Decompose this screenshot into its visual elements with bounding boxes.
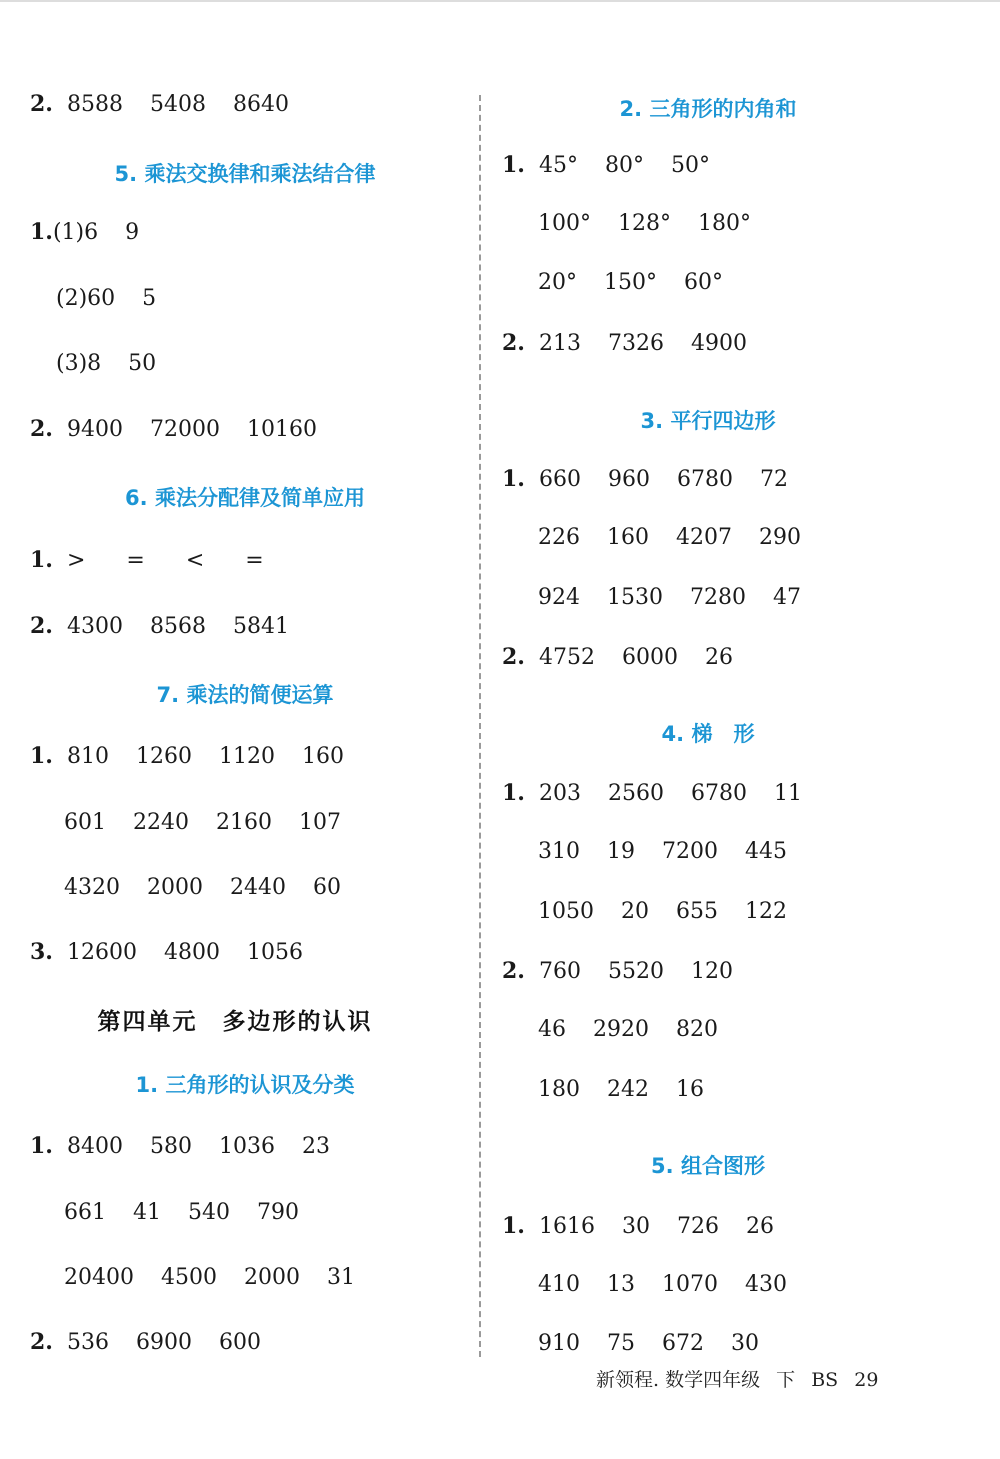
- answer-line: [56, 349, 176, 379]
- answer-value: 6: [84, 220, 99, 245]
- answer-value: 23: [301, 1134, 330, 1159]
- answer-line: [30, 1131, 350, 1162]
- answer-value: 213: [538, 331, 581, 356]
- answer-value: 75: [607, 1331, 635, 1356]
- answer-line: [502, 642, 753, 673]
- sub-question: (3): [56, 351, 88, 376]
- answer-value: 72000: [149, 417, 220, 442]
- answer-line: [56, 284, 176, 314]
- answer-value: 4800: [163, 940, 220, 965]
- question-number: 2.: [502, 644, 525, 670]
- answer-value: 180: [538, 1077, 580, 1102]
- answer-value: <: [185, 548, 205, 573]
- answer-value: 16: [676, 1077, 704, 1102]
- answer-value: 672: [662, 1331, 704, 1356]
- answer-value: 910: [538, 1331, 580, 1356]
- answer-value: 30: [731, 1331, 759, 1356]
- answer-line: [538, 1270, 807, 1300]
- answer-line: [64, 1198, 319, 1228]
- answer-line: [502, 956, 753, 987]
- answer-value: 226: [538, 525, 580, 550]
- answer-value: 80°: [604, 153, 644, 178]
- answer-line: [538, 583, 821, 613]
- question-number: 1.: [30, 547, 53, 573]
- answer-value: 6000: [621, 645, 678, 670]
- answer-value: 6900: [135, 1330, 192, 1355]
- answer-value: 50: [128, 351, 157, 376]
- answer-value: 924: [538, 585, 580, 610]
- answer-value: 2000: [244, 1265, 300, 1290]
- question-number: 2.: [30, 1329, 53, 1355]
- question-number: 1.: [502, 780, 525, 806]
- answer-value: 290: [759, 525, 801, 550]
- answer-value: 10160: [246, 417, 317, 442]
- answer-line: [30, 545, 284, 576]
- page-number: 29: [854, 1369, 879, 1391]
- answer-line: [502, 778, 822, 809]
- answer-value: 2240: [133, 810, 189, 835]
- answer-value: 60°: [684, 270, 723, 295]
- answer-value: 8400: [66, 1134, 123, 1159]
- section-title: 5. 组合图形: [651, 1154, 765, 1178]
- answer-value: 445: [745, 839, 787, 864]
- section-title: 7. 乘法的简便运算: [156, 683, 334, 707]
- question-number: 2.: [30, 613, 53, 639]
- answer-line: [538, 837, 807, 867]
- answer-value: 1616: [538, 1214, 595, 1239]
- question-number: 1.: [502, 152, 525, 178]
- answer-value: 20°: [538, 270, 577, 295]
- answer-value: 580: [149, 1134, 192, 1159]
- answer-value: 8: [87, 351, 102, 376]
- sub-question: (1): [52, 220, 85, 245]
- answer-value: 150°: [604, 270, 657, 295]
- answer-line: [64, 873, 361, 903]
- volume-label: 下: [776, 1369, 796, 1391]
- answer-value: 7326: [607, 331, 664, 356]
- answer-value: =: [126, 548, 145, 573]
- answer-value: 820: [676, 1017, 718, 1042]
- section-title: 1. 三角形的认识及分类: [135, 1073, 355, 1097]
- answer-value: 128°: [618, 211, 671, 236]
- answer-value: 2440: [230, 875, 286, 900]
- answer-value: 1056: [246, 940, 303, 965]
- answer-value: 5: [142, 286, 157, 311]
- answer-value: 6780: [676, 467, 733, 492]
- answer-value: 2160: [216, 810, 272, 835]
- question-number: 1.: [502, 466, 525, 492]
- answer-value: 5520: [607, 959, 664, 984]
- answer-line: [30, 937, 323, 968]
- section-title: 3. 平行四边形: [640, 409, 776, 433]
- answer-value: 536: [66, 1330, 109, 1355]
- answer-value: 1050: [538, 899, 594, 924]
- answer-value: 655: [676, 899, 718, 924]
- answer-value: 45°: [538, 153, 578, 178]
- answer-line: [502, 150, 730, 181]
- answer-value: =: [245, 548, 264, 573]
- answer-value: >: [66, 548, 86, 573]
- answer-line: [30, 611, 309, 642]
- question-number: 1.: [502, 1213, 525, 1239]
- answer-value: 1070: [662, 1272, 718, 1297]
- section-title: 2. 三角形的内角和: [619, 97, 797, 121]
- edition-label: BS: [811, 1369, 839, 1391]
- answer-value: 9: [125, 220, 140, 245]
- answer-value: 60: [313, 875, 341, 900]
- answer-line: [538, 209, 771, 239]
- answer-value: 600: [218, 1330, 261, 1355]
- answer-value: 26: [745, 1214, 774, 1239]
- answer-value: 6780: [690, 781, 747, 806]
- answer-value: 310: [538, 839, 580, 864]
- answer-value: 1036: [218, 1134, 275, 1159]
- question-number: 3.: [30, 939, 53, 965]
- sub-question: (2): [56, 286, 88, 311]
- answer-line: [30, 741, 364, 772]
- answer-value: 7200: [662, 839, 718, 864]
- question-number: 2.: [502, 330, 525, 356]
- answer-value: 41: [133, 1200, 161, 1225]
- answer-value: 12600: [66, 940, 137, 965]
- answer-line: [30, 89, 309, 120]
- answer-value: 5408: [149, 92, 206, 117]
- answer-value: 726: [676, 1214, 719, 1239]
- question-number: 2.: [30, 416, 53, 442]
- answer-value: 160: [607, 525, 649, 550]
- answer-value: 160: [301, 744, 344, 769]
- book-title: 新领程. 数学四年级: [596, 1369, 761, 1391]
- answer-value: 2920: [593, 1017, 649, 1042]
- unit-title: 第四单元 多边形的认识: [97, 1008, 373, 1035]
- section-title: 6. 乘法分配律及简单应用: [125, 486, 365, 510]
- answer-line: [538, 1329, 779, 1359]
- answer-value: 46: [538, 1017, 566, 1042]
- answer-line: [30, 1327, 281, 1358]
- answer-value: 180°: [698, 211, 751, 236]
- section-title: 5. 乘法交换律和乘法结合律: [114, 162, 376, 186]
- answer-value: 790: [257, 1200, 299, 1225]
- question-number: 1.: [30, 743, 53, 769]
- question-number: 1.: [30, 219, 53, 245]
- question-number: 2.: [30, 91, 53, 117]
- answer-value: 8640: [232, 92, 289, 117]
- answer-value: 410: [538, 1272, 580, 1297]
- answer-line: [538, 523, 821, 553]
- answer-value: 4320: [64, 875, 120, 900]
- answer-value: 26: [704, 645, 733, 670]
- answer-value: 20400: [64, 1265, 134, 1290]
- answer-value: 122: [745, 899, 787, 924]
- section-title: 4. 梯 形: [661, 722, 755, 746]
- question-number: 2.: [502, 958, 525, 984]
- answer-value: 31: [327, 1265, 355, 1290]
- answer-value: 430: [745, 1272, 787, 1297]
- answer-value: 4500: [161, 1265, 217, 1290]
- answer-line: [30, 414, 337, 445]
- answer-value: 601: [64, 810, 106, 835]
- answer-value: 100°: [538, 211, 591, 236]
- answer-value: 810: [66, 744, 109, 769]
- answer-value: 9400: [66, 417, 123, 442]
- answer-value: 242: [607, 1077, 649, 1102]
- question-number: 1.: [30, 1133, 53, 1159]
- answer-value: 760: [538, 959, 581, 984]
- top-edge: [0, 0, 1000, 2]
- answer-value: 60: [87, 286, 116, 311]
- answer-value: 1260: [135, 744, 192, 769]
- answer-line: [64, 808, 361, 838]
- answer-value: 30: [621, 1214, 650, 1239]
- answer-value: 20: [621, 899, 649, 924]
- answer-value: 19: [607, 839, 635, 864]
- answer-line: [538, 1015, 738, 1045]
- answer-value: 4300: [66, 614, 123, 639]
- answer-value: 1530: [607, 585, 663, 610]
- answer-value: 13: [607, 1272, 635, 1297]
- answer-value: 7280: [690, 585, 746, 610]
- answer-line: [64, 1263, 375, 1293]
- answer-value: 2000: [147, 875, 203, 900]
- answer-line: [538, 1075, 724, 1105]
- answer-value: 5841: [232, 614, 289, 639]
- answer-line: [502, 328, 767, 359]
- answer-value: 960: [607, 467, 650, 492]
- answer-line: [538, 268, 743, 298]
- answer-value: 72: [759, 467, 788, 492]
- answer-value: 8568: [149, 614, 206, 639]
- answer-value: 50°: [670, 153, 710, 178]
- answer-value: 203: [538, 781, 581, 806]
- answer-value: 8588: [66, 92, 123, 117]
- answer-value: 4752: [538, 645, 595, 670]
- answer-value: 47: [773, 585, 801, 610]
- answer-value: 11: [773, 781, 802, 806]
- answer-value: 4207: [676, 525, 732, 550]
- answer-value: 107: [299, 810, 341, 835]
- answer-line: [538, 897, 807, 927]
- answer-line: [30, 217, 159, 248]
- page-footer: [596, 1366, 888, 1394]
- answer-value: 661: [64, 1200, 106, 1225]
- answer-value: 120: [690, 959, 733, 984]
- answer-value: 2560: [607, 781, 664, 806]
- answer-value: 660: [538, 467, 581, 492]
- answer-line: [502, 1211, 794, 1242]
- answer-value: 4900: [690, 331, 747, 356]
- answer-value: 540: [188, 1200, 230, 1225]
- answer-value: 1120: [218, 744, 275, 769]
- answer-line: [502, 464, 808, 495]
